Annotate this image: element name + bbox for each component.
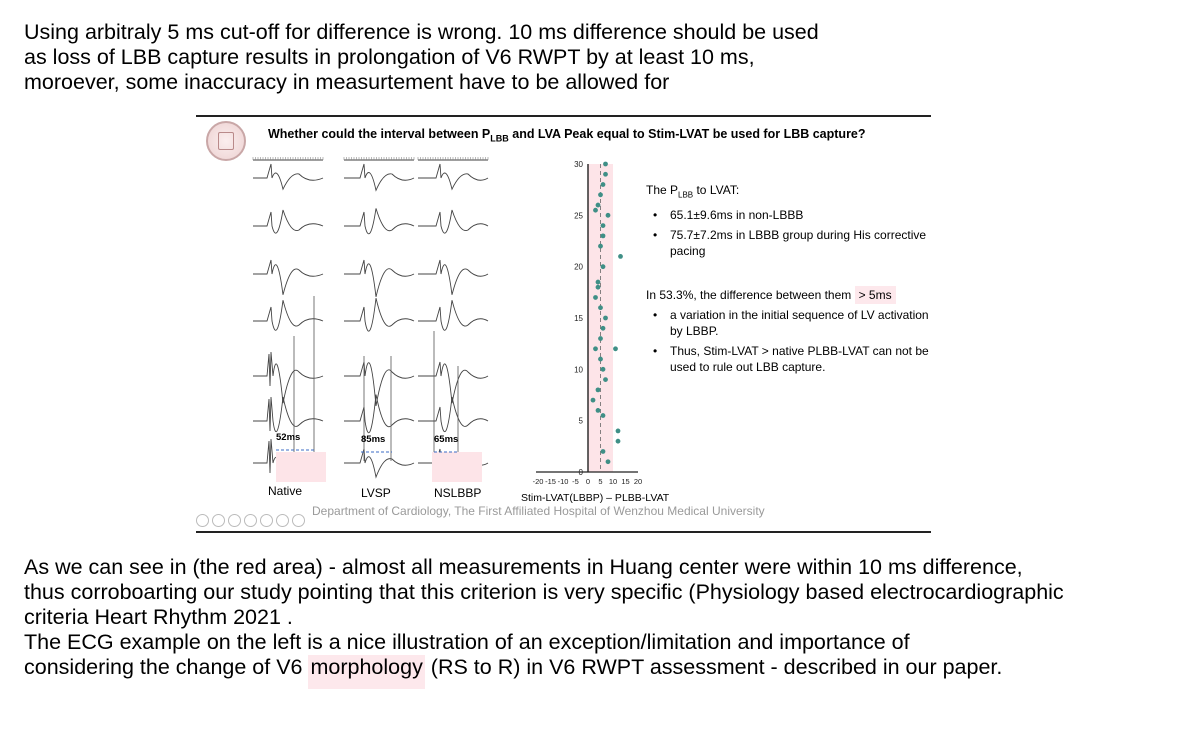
- scatter-point: [613, 346, 618, 351]
- x-tick-label: 20: [633, 477, 643, 486]
- scatter-point: [601, 413, 606, 418]
- conclusion-line-3: criteria Heart Rhythm 2021 .: [24, 605, 293, 629]
- toolbar-circle-icon: [228, 514, 241, 527]
- x-tick-label: 15: [621, 477, 630, 486]
- conclusion-line-4: The ECG example on the left is a nice illustration of an exception/limitation and importance of: [24, 630, 910, 654]
- scatter-point: [598, 244, 603, 249]
- y-tick-label: 25: [574, 211, 583, 221]
- conclusion-line-2: thus corroboarting our study pointing that this criterion is very specific (Physiology based electrocardiographic: [24, 580, 1064, 604]
- scatter-point: [591, 398, 596, 403]
- scatter-point: [601, 182, 606, 187]
- y-tick-label: 10: [574, 365, 583, 375]
- annotation-header: The $P_{LBB}$ to LVAT:: [646, 183, 740, 200]
- slide-title: Whether could the interval between $P_{LBB}$ and LVA Peak equal to Stim-LVAT be used for LBB capture?: [268, 127, 866, 144]
- y-tick-label: 20: [574, 262, 583, 272]
- embedded-slide: [196, 116, 931, 531]
- conclusion-paragraph: [24, 555, 1184, 680]
- scatter-point: [618, 254, 623, 259]
- scatter-point: [601, 326, 606, 331]
- scatter-point: [601, 264, 606, 269]
- scatter-point: [601, 233, 606, 238]
- column-label-native: Native: [268, 484, 303, 498]
- interval-label-native: 52ms: [276, 432, 301, 443]
- toolbar-circle-icon: [260, 514, 273, 527]
- x-tick-label: -20: [532, 477, 544, 486]
- slide-toolbar: [196, 514, 311, 528]
- y-tick-label: 5: [578, 416, 583, 426]
- scatter-point: [601, 223, 606, 228]
- interval-label-lvsp: 85ms: [361, 434, 386, 445]
- scatter-point: [598, 357, 603, 362]
- toolbar-circle-icon: [196, 514, 209, 527]
- scatter-point: [601, 367, 606, 372]
- scatter-point: [601, 449, 606, 454]
- highlight-5ms: > 5ms: [855, 286, 896, 304]
- scatter-chart: [526, 154, 646, 514]
- scatter-point: [596, 408, 601, 413]
- scatter-point: [598, 192, 603, 197]
- toolbar-circle-icon: [292, 514, 305, 527]
- y-tick-label: 30: [574, 160, 583, 169]
- scatter-point: [603, 172, 608, 177]
- toolbar-circle-icon: [244, 514, 257, 527]
- scatter-point: [598, 336, 603, 341]
- annotation-header-2: In 53.3%, the difference between them > 5ms: [646, 287, 931, 303]
- scatter-point: [596, 280, 601, 285]
- scatter-point: [596, 203, 601, 208]
- conclusion-line-5: considering the change of V6 morphology (RS to R) in V6 RWPT assessment - described in our paper.: [24, 655, 1184, 680]
- slide-annotation: [646, 182, 931, 379]
- scatter-point: [603, 162, 608, 167]
- y-tick-label: 15: [574, 314, 583, 323]
- y-tick-label: 0: [578, 468, 583, 477]
- annotation-bullet: • Thus, Stim-LVAT > native PLBB-LVAT can not be used to rule out LBB capture.: [646, 343, 931, 375]
- intro-line-3: moroever, some inaccuracy in measurtement have to be allowed for: [24, 70, 670, 94]
- conclusion-line-1: As we can see in (the red area) - almost all measurements in Huang center were within 10 ms difference,: [24, 555, 1023, 579]
- slide-bottom-border: [196, 531, 931, 533]
- scatter-point: [603, 377, 608, 382]
- toolbar-circle-icon: [276, 514, 289, 527]
- interval-label-nslbbp: 65ms: [434, 434, 459, 445]
- annotation-bullet: • 75.7±7.2ms in LBBB group during His corrective pacing: [646, 227, 931, 259]
- scatter-point: [606, 459, 611, 464]
- scatter-point: [606, 213, 611, 218]
- scatter-point: [593, 208, 598, 213]
- scatter-point: [616, 429, 621, 434]
- column-label-lvsp: LVSP: [361, 486, 391, 500]
- x-tick-label: -15: [545, 477, 556, 486]
- toolbar-circle-icon: [212, 514, 225, 527]
- scatter-point: [596, 285, 601, 290]
- x-tick-label: -5: [572, 477, 579, 486]
- x-tick-label: 0: [585, 477, 591, 486]
- scatter-point: [598, 305, 603, 310]
- x-tick-label: 10: [608, 477, 618, 486]
- ecg-traces: [196, 116, 496, 506]
- column-label-nslbbp: NSLBBP: [434, 486, 482, 500]
- scatter-point: [593, 295, 598, 300]
- highlight-morphology: morphology: [308, 655, 424, 689]
- x-tick-label: 5: [598, 477, 603, 486]
- annotation-bullet: • a variation in the initial sequence of LV activation by LBBP.: [646, 307, 931, 339]
- scatter-point: [616, 439, 621, 444]
- x-tick-label: -10: [557, 477, 569, 486]
- department-footer: Department of Cardiology, The First Affiliated Hospital of Wenzhou Medical University: [312, 504, 765, 518]
- intro-line-1: Using arbitraly 5 ms cut-off for difference is wrong. 10 ms difference should be used: [24, 20, 819, 44]
- scatter-point: [603, 316, 608, 321]
- scatter-point: [596, 387, 601, 392]
- scatter-point: [593, 346, 598, 351]
- intro-line-2: as loss of LBB capture results in prolongation of V6 RWPT by at least 10 ms,: [24, 45, 755, 69]
- annotation-bullet: • 65.1±9.6ms in non-LBBB: [646, 207, 931, 223]
- intro-paragraph: [24, 20, 1174, 95]
- scatter-x-axis-label: Stim-LVAT(LBBP) – PLBB-LVAT: [521, 492, 670, 504]
